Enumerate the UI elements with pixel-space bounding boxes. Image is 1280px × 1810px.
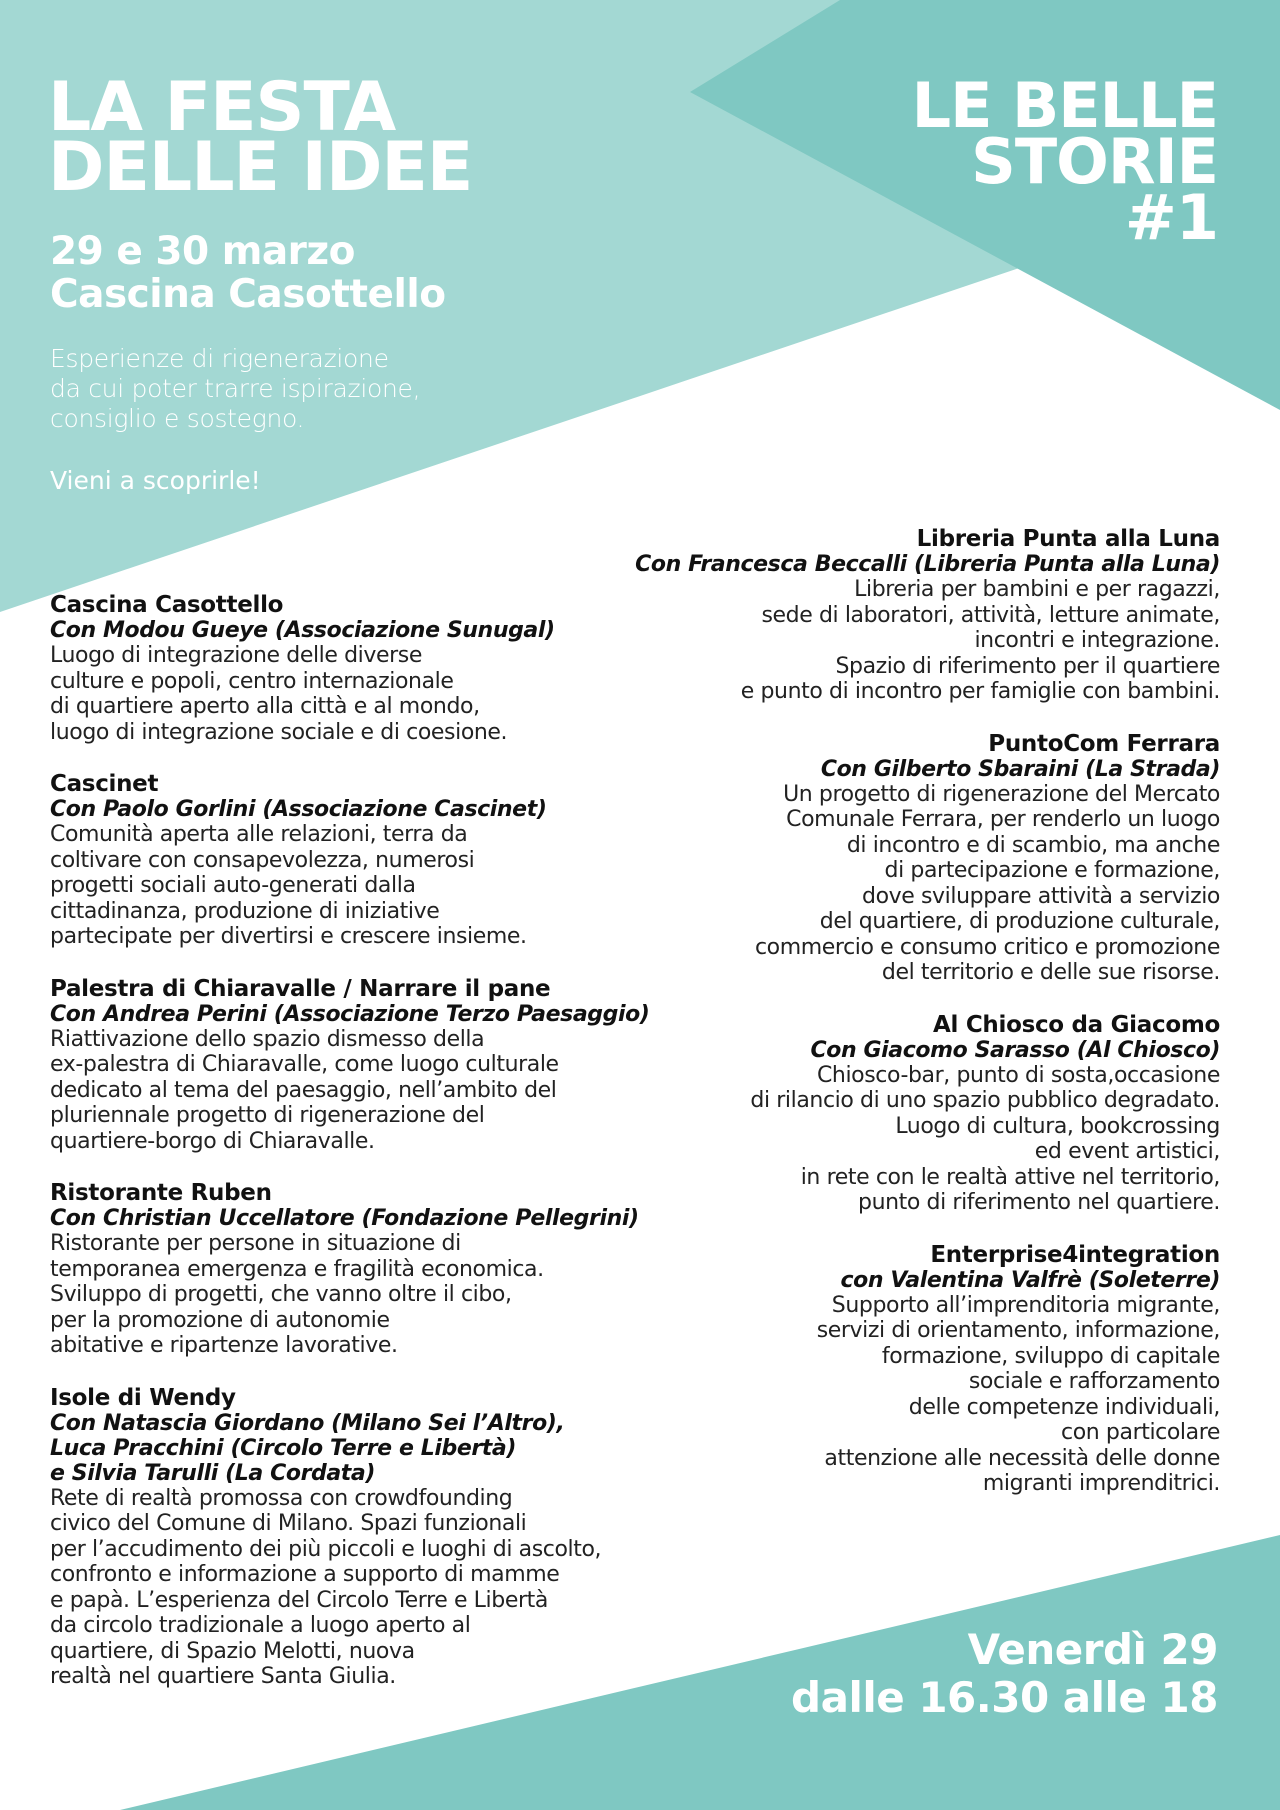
- description-line: ex-palestra di Chiaravalle, come luogo culturale: [50, 1052, 559, 1077]
- story-entry: [580, 1242, 1220, 1497]
- intro-line: da cui poter trarre ispirazione,: [50, 374, 421, 403]
- story-name: PuntoCom Ferrara: [988, 730, 1220, 757]
- story-name: Isole di Wendy: [50, 1384, 236, 1411]
- description-line: punto di riferimento nel quartiere.: [858, 1190, 1220, 1215]
- description-line: partecipate per divertirsi e crescere insieme.: [50, 924, 527, 949]
- story-guests: [580, 1268, 1220, 1293]
- story-guest-line: Con Giacomo Sarasso (Al Chiosco): [810, 1037, 1220, 1063]
- series-number: #1: [1124, 181, 1218, 254]
- story-name: Cascina Casottello: [50, 592, 284, 618]
- description-line: incontri e integrazione.: [974, 628, 1220, 653]
- description-line: di quartiere aperto alla città e al mondo,: [50, 694, 480, 719]
- description-line: Supporto all’imprenditoria migrante,: [831, 1292, 1220, 1318]
- description-line: Sviluppo di progetti, che vanno oltre il cibo,: [50, 1282, 512, 1307]
- description-line: Ristorante per persone in situazione di: [50, 1231, 461, 1256]
- story-guest-line: Con Gilberto Sbaraini (La Strada): [820, 756, 1220, 782]
- event-title-line: DELLE IDEE: [48, 128, 473, 207]
- story-guest-line: Con Francesca Beccalli (Libreria Punta alla Luna): [635, 552, 1220, 577]
- intro-line: Esperienze di rigenerazione: [50, 344, 389, 373]
- series-title: [911, 69, 1218, 254]
- story-description: [580, 1063, 1220, 1216]
- session-hours: dalle 16.30 alle 18: [791, 1673, 1218, 1722]
- series-title-line: STORIE: [971, 125, 1218, 198]
- description-line: cittadinanza, produzione di iniziative: [50, 898, 440, 924]
- description-line: Chiosco-bar, punto di sosta,occasione: [816, 1062, 1220, 1088]
- description-line: culture e popoli, centro internazionale: [50, 668, 454, 694]
- description-line: Libreria per bambini e per ragazzi,: [854, 577, 1220, 602]
- description-line: del quartiere, di produzione culturale,: [819, 909, 1220, 934]
- series-title-line: LE BELLE: [911, 69, 1218, 142]
- story-guest-line: Con Christian Uccellatore (Fondazione Pellegrini): [50, 1206, 639, 1231]
- story-description: [580, 782, 1220, 986]
- right-column-entries: [580, 526, 1220, 1523]
- description-line: sede di laboratori, attività, letture animate,: [761, 602, 1220, 628]
- description-line: da circolo tradizionale a luogo aperto al: [50, 1613, 471, 1638]
- description-line: luogo di integrazione sociale e di coesione.: [50, 719, 508, 745]
- story-guest-line: e Silvia Tarulli (La Cordata): [50, 1460, 376, 1486]
- call-to-action: Vieni a scoprirle!: [50, 466, 261, 495]
- description-line: per l’accudimento dei più piccoli e luoghi di ascolto,: [50, 1536, 602, 1562]
- description-line: attenzione alle necessità delle donne: [824, 1445, 1220, 1471]
- description-line: e punto di incontro per famiglie con bambini.: [740, 679, 1220, 704]
- event-title-line: LA FESTA: [48, 68, 396, 147]
- description-line: confronto e informazione a supporto di mamme: [50, 1562, 560, 1587]
- event-title: [48, 68, 473, 207]
- description-line: migranti imprenditrici.: [982, 1471, 1220, 1496]
- intro-line: consiglio e sostegno.: [50, 404, 305, 433]
- description-line: Luogo di cultura, bookcrossing: [895, 1113, 1220, 1139]
- story-name: Cascinet: [50, 771, 159, 797]
- story-entry: [580, 526, 1220, 705]
- event-date-line: 29 e 30 marzo: [50, 229, 355, 274]
- description-line: dedicato al tema del paesaggio, nell’ambito del: [50, 1077, 557, 1103]
- story-guest-line: Con Modou Gueye (Associazione Sunugal): [50, 618, 555, 643]
- description-line: formazione, sviluppo di capitale: [881, 1343, 1220, 1369]
- description-line: Luogo di integrazione delle diverse: [50, 643, 422, 668]
- story-name: Al Chiosco da Giacomo: [933, 1011, 1220, 1038]
- session-day: Venerdì 29: [967, 1625, 1218, 1674]
- description-line: servizi di orientamento, informazione,: [816, 1318, 1220, 1343]
- event-venue-line: Cascina Casottello: [50, 272, 446, 317]
- story-guest-line: Con Andrea Perini (Associazione Terzo Paesaggio): [50, 1001, 650, 1027]
- story-name: Palestra di Chiaravalle / Narrare il pane: [50, 975, 551, 1002]
- description-line: Riattivazione dello spazio dismesso della: [50, 1026, 485, 1052]
- story-guest-line: Con Natascia Giordano (Milano Sei l’Altro),: [50, 1410, 565, 1436]
- description-line: di rilancio di uno spazio pubblico degradato.: [750, 1088, 1220, 1113]
- description-line: quartiere-borgo di Chiaravalle.: [50, 1128, 375, 1154]
- description-line: progetti sociali auto-generati dalla: [50, 873, 416, 898]
- story-guest-line: Con Paolo Gorlini (Associazione Cascinet): [50, 797, 547, 822]
- description-line: di partecipazione e formazione,: [884, 858, 1220, 883]
- story-description: [580, 1293, 1220, 1497]
- description-line: del territorio e delle sue risorse.: [881, 960, 1220, 985]
- description-line: delle competenze individuali,: [908, 1394, 1220, 1420]
- story-description: [580, 577, 1220, 705]
- story-entry: [580, 1012, 1220, 1216]
- description-line: realtà nel quartiere Santa Giulia.: [50, 1664, 396, 1689]
- description-line: pluriennale progetto di rigenerazione del: [50, 1103, 485, 1128]
- description-line: Comunità aperta alle relazioni, terra da: [50, 822, 468, 847]
- session-time: [791, 1626, 1218, 1722]
- description-line: in rete con le realtà attive nel territorio,: [800, 1164, 1220, 1190]
- description-line: ed event artistici,: [1034, 1139, 1220, 1164]
- story-guest-line: Luca Pracchini (Circolo Terre e Libertà): [50, 1435, 517, 1461]
- event-dates: [50, 230, 446, 316]
- story-entry: [580, 731, 1220, 986]
- story-guests: [580, 552, 1220, 577]
- story-name: Enterprise4integration: [930, 1241, 1220, 1268]
- description-line: abitative e ripartenze lavorative.: [50, 1333, 398, 1358]
- description-line: e papà. L’esperienza del Circolo Terre e Libertà: [50, 1587, 548, 1613]
- description-line: quartiere, di Spazio Melotti, nuova: [50, 1638, 415, 1664]
- story-name: Libreria Punta alla Luna: [916, 526, 1220, 552]
- description-line: sociale e rafforzamento: [968, 1369, 1220, 1394]
- description-line: commercio e consumo critico e promozione: [754, 934, 1220, 960]
- story-name: Ristorante Ruben: [50, 1180, 272, 1206]
- description-line: Rete di realtà promossa con crowdfounding: [50, 1485, 513, 1511]
- story-guests: [580, 757, 1220, 782]
- description-line: di incontro e di scambio, ma anche: [846, 832, 1220, 858]
- description-line: Spazio di riferimento per il quartiere: [835, 653, 1220, 679]
- event-intro: [50, 344, 510, 434]
- description-line: temporanea emergenza e fragilità economica.: [50, 1256, 544, 1282]
- description-line: Un progetto di rigenerazione del Mercato: [783, 781, 1220, 807]
- description-line: con particolare: [1061, 1420, 1220, 1445]
- description-line: civico del Comune di Milano. Spazi funzionali: [50, 1511, 527, 1536]
- description-line: Comunale Ferrara, per renderlo un luogo: [786, 807, 1220, 832]
- description-line: dove sviluppare attività a servizio: [862, 883, 1220, 909]
- description-line: coltivare con consapevolezza, numerosi: [50, 847, 475, 873]
- description-line: per la promozione di autonomie: [50, 1307, 390, 1333]
- story-guest-line: con Valentina Valfrè (Soleterre): [840, 1267, 1220, 1293]
- story-guests: [580, 1038, 1220, 1063]
